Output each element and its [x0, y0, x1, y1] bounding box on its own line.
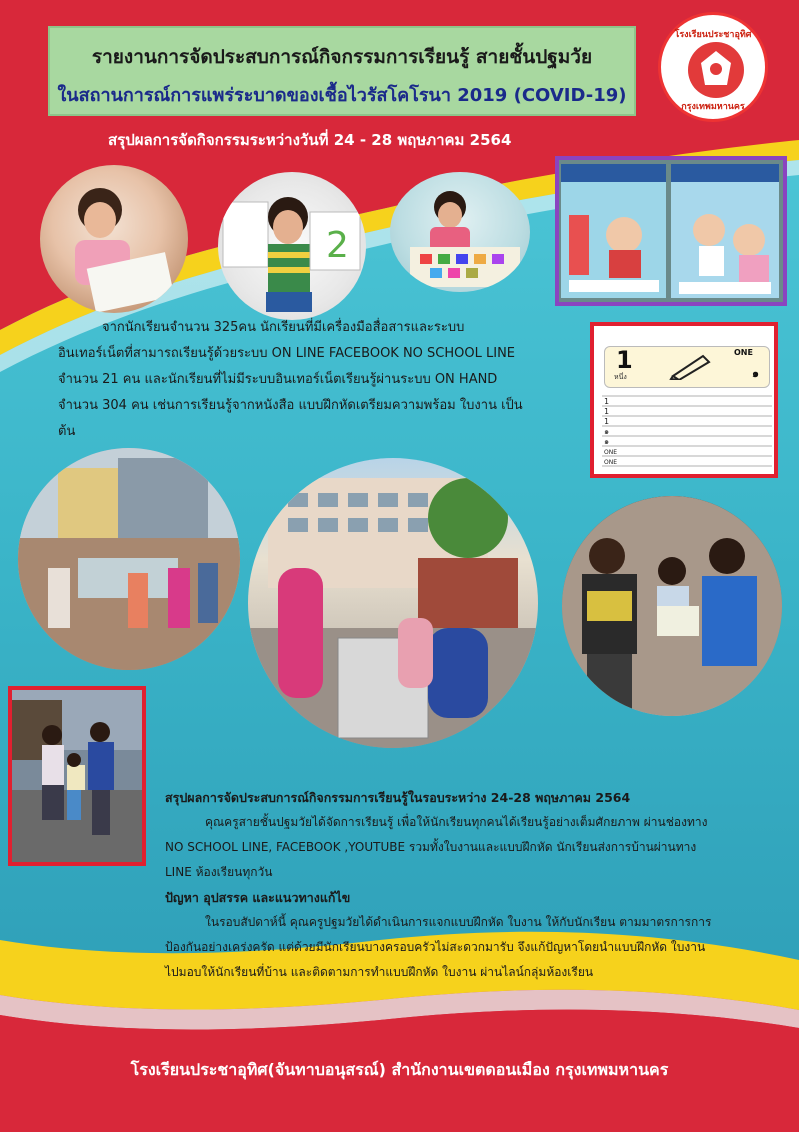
svg-text:ONE: ONE — [604, 459, 618, 466]
para1-line-2: อินเทอร์เน็ตที่สามารถเรียนรู้ด้วยระบบ ON LINE FACEBOOK NO SCHOOL LINE — [58, 346, 516, 361]
photo-distribution-school — [248, 458, 538, 748]
svg-text:๑: ๑ — [604, 427, 610, 436]
worksheet-tracing-lines — [602, 392, 774, 474]
para1-line-4: จำนวน 304 คน เช่นการเรียนรู้จากหนังสือ แบบฝึกหัดเตรียมความพร้อม ใบงาน เป็น — [58, 398, 523, 413]
svg-text:๑: ๑ — [604, 437, 610, 446]
summary-line-3: LINE ห้องเรียนทุกวัน — [165, 865, 273, 879]
logo-text-top: โรงเรียนประชาอุทิศ — [674, 30, 752, 40]
svg-text:2: 2 — [326, 225, 349, 266]
photo-child-puzzle — [390, 172, 530, 292]
title-line1: รายงานการจัดประสบการณ์กิจกรรมการเรียนรู้ สายชั้นปฐมวัย — [91, 46, 593, 68]
para1-line-1: จากนักเรียนจำนวน 325คน นักเรียนที่มีเครื่องมือสื่อสารและระบบ — [102, 320, 465, 335]
paragraph-1 — [58, 315, 578, 445]
subtitle: สรุปผลการจัดกิจกรรมระหว่างวันที่ 24 - 28 พฤษภาคม 2564 — [108, 131, 512, 149]
para1-line-5: ต้น — [58, 424, 76, 439]
problems-line-2: ป้องกันอย่างเคร่งครัด แต่ด้วยมีนักเรียนบางครอบครัวไม่สะดวกมารับ จึงแก้ปัญหาโดยนำแบบฝึกหัด ใบงาน — [165, 940, 706, 954]
worksheet-english-word: ONE — [734, 348, 753, 357]
summary-section — [165, 785, 765, 985]
photo-child-writing — [40, 165, 188, 313]
summary-heading: สรุปผลการจัดประสบการณ์กิจกรรมการเรียนรู้ในรอบระหว่าง 24-28 พฤษภาคม 2564 — [165, 790, 631, 805]
svg-text:1: 1 — [604, 397, 610, 406]
photo-parents-receiving — [562, 496, 782, 716]
para1-line-3: จำนวน 21 คน และนักเรียนที่ไม่มีระบบอินเทอร์เน็ตเรียนรู้ผ่านระบบ ON HAND — [58, 372, 498, 387]
svg-text:ONE: ONE — [604, 449, 618, 456]
photo-home-visit — [8, 686, 146, 866]
svg-text:1: 1 — [604, 407, 610, 416]
logo-text-bottom: กรุงเทพมหานคร — [681, 102, 745, 112]
worksheet-image — [590, 322, 778, 478]
title-line2: ในสถานการณ์การแพร่ระบาดของเชื้อไวรัสโคโรนา 2019 (COVID-19) — [57, 85, 627, 106]
summary-line-2: NO SCHOOL LINE, FACEBOOK ,YOUTUBE รวมทั้งใบงานและแบบฝึกหัด นักเรียนส่งการบ้านผ่านทาง — [165, 840, 697, 854]
photo-child-holding-number — [218, 172, 366, 320]
problems-line-1: ในรอบสัปดาห์นี้ คุณครูปฐมวัยได้ดำเนินการแจกแบบฝึกหัด ใบงาน ให้กับนักเรียน ตามมาตรการการ — [205, 915, 712, 929]
photo-distribution-street — [18, 448, 240, 670]
problems-heading: ปัญหา อุปสรรค และแนวทางแก้ไข — [165, 890, 351, 905]
footer-school-name: โรงเรียนประชาอุทิศ(จันทาบอนุสรณ์) สำนักงานเขตดอนเมือง กรุงเทพมหานคร — [130, 1060, 669, 1079]
worksheet-thai-label: หนึ่ง — [614, 373, 627, 381]
pencil-icon — [669, 352, 713, 380]
title-box — [48, 26, 636, 116]
worksheet-number: 1 — [616, 346, 633, 374]
school-logo — [658, 12, 768, 122]
summary-line-1: คุณครูสายชั้นปฐมวัยได้จัดการเรียนรู้ เพื่อให้นักเรียนทุกคนได้เรียนรู้อย่างเต็มศักยภาพ ผ่านช่องทาง — [205, 815, 708, 829]
photo-textbooks — [555, 156, 787, 306]
problems-line-3: ไปมอบให้นักเรียนที่บ้าน และติดตามการทำแบบฝึกหัด ใบงาน ผ่านไลน์กลุ่มห้องเรียน — [165, 965, 594, 979]
svg-text:1: 1 — [604, 417, 610, 426]
worksheet-thai-digit: ๑ — [752, 367, 759, 380]
